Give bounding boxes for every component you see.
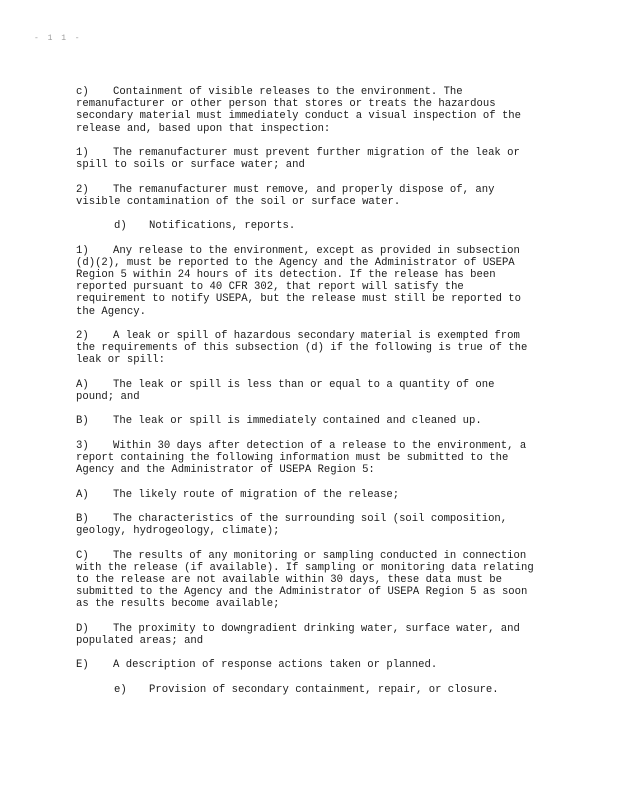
paragraph-label: 1) xyxy=(76,244,89,257)
paragraph-label: A) xyxy=(76,488,89,501)
paragraph-label: 2) xyxy=(76,183,89,196)
paragraph-label: 3) xyxy=(76,439,89,452)
paragraph-label: c) xyxy=(76,86,89,98)
paragraph-label: D) xyxy=(76,622,89,635)
paragraph-text: Containment of visible releases to the environment. The remanufacturer or other person that stores or treats the hazardous secondary material must immediately conduct a visual inspection of the release and, based upon that inspection: xyxy=(76,86,522,135)
paragraph-text: Any release to the environment, except as provided in subsection (d)(2), must be reported to the Agency and the Administrator of USEPA Region 5 within 24 hours of its detection. If the release has been reported pursuant to 40 CFR 302, that report will satisfy the requirement to notify USEPA, but the release must still be reported to the Agency. xyxy=(76,244,522,318)
paragraph-d-2 xyxy=(76,330,536,367)
paragraph-text: The remanufacturer must remove, and properly dispose of, any visible contamination of the soil or surface water. xyxy=(76,183,495,208)
paragraph-text: The likely route of migration of the release; xyxy=(113,488,400,501)
paragraph-label: d) xyxy=(114,220,127,233)
paragraph-label: e) xyxy=(114,683,127,696)
paragraph-c-2 xyxy=(76,184,536,208)
paragraph-d-3-d xyxy=(76,623,536,647)
paragraph-label: B) xyxy=(76,415,89,428)
paragraph-text: The leak or spill is immediately contained and cleaned up. xyxy=(113,415,482,428)
paragraph-c-1 xyxy=(76,147,536,171)
paragraph-text: The remanufacturer must prevent further migration of the leak or spill to soils or surface water; and xyxy=(76,147,520,172)
paragraph-d-heading xyxy=(76,220,536,232)
paragraph-d-3-c xyxy=(76,550,536,611)
paragraph-text: The leak or spill is less than or equal to a quantity of one pound; and xyxy=(76,378,495,403)
paragraph-c xyxy=(76,86,536,135)
paragraph-text: A description of response actions taken or planned. xyxy=(113,659,438,672)
paragraph-text: Notifications, reports. xyxy=(149,220,296,233)
paragraph-d-3-e xyxy=(76,659,536,671)
paragraph-d-2-a xyxy=(76,379,536,403)
paragraph-label: A) xyxy=(76,378,89,391)
paragraph-label: B) xyxy=(76,512,89,525)
paragraph-d-3-b xyxy=(76,513,536,537)
paragraph-text: A leak or spill of hazardous secondary material is exempted from the requirements of this subsection (d) if the following is true of the leak or spill: xyxy=(76,329,528,367)
paragraph-d-2-b xyxy=(76,415,536,427)
paragraph-text: The proximity to downgradient drinking water, surface water, and populated areas; and xyxy=(76,622,520,647)
paragraph-text: Provision of secondary containment, repair, or closure. xyxy=(149,683,499,696)
paragraph-text: The results of any monitoring or sampling conducted in connection with the release (if available). If sampling or monitoring data relating to the release are not available within 30 days, these data must be submitted to the Agency and the Administrator of USEPA Region 5 as soon as the results become available; xyxy=(76,549,534,611)
paragraph-d-3 xyxy=(76,440,536,477)
paragraph-text: The characteristics of the surrounding soil (soil composition, geology, hydrogeology, climate); xyxy=(76,512,508,538)
paragraph-e-heading xyxy=(76,684,536,696)
paragraph-label: C) xyxy=(76,549,89,562)
document-body xyxy=(76,86,536,708)
paragraph-d-1 xyxy=(76,245,536,318)
paragraph-label: 2) xyxy=(76,329,89,342)
paragraph-d-3-a xyxy=(76,489,536,501)
page-mark: - 1 1 - xyxy=(34,34,82,43)
paragraph-label: E) xyxy=(76,659,89,672)
paragraph-text: Within 30 days after detection of a release to the environment, a report containing the following information must be submitted to the Agency and the Administrator of USEPA Region 5: xyxy=(76,439,527,477)
paragraph-label: 1) xyxy=(76,147,89,159)
